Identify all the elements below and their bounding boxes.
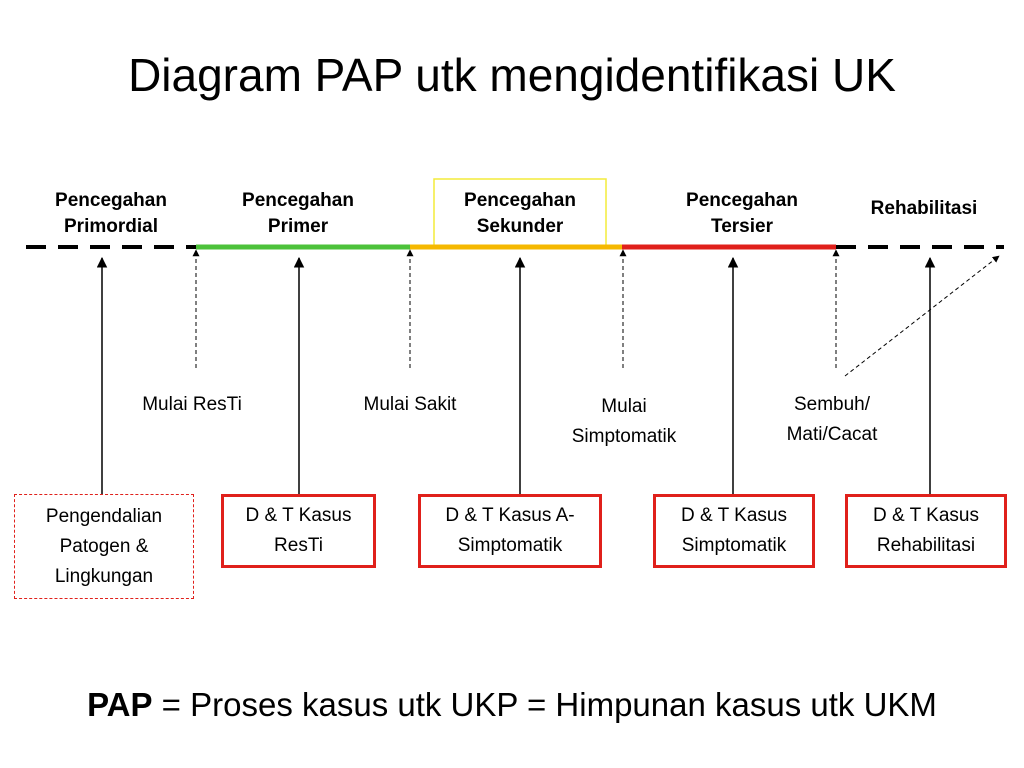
box-dt-simptomatik: [653, 494, 815, 568]
footer-equation: = Proses kasus utk UKP = Himpunan kasus utk UKM: [152, 686, 937, 723]
box-pengendalian: [14, 494, 194, 599]
phase-label-primordial: Pencegahan Primordial: [55, 190, 167, 237]
phase-label-sekunder: Pencegahan Sekunder: [464, 190, 576, 237]
diagonal-arrow-rehabilitasi: [845, 256, 999, 376]
milestone-label-sembuh: Sembuh/ Mati/Cacat: [786, 394, 878, 445]
box-dt-rehabilitasi: [845, 494, 1007, 568]
slide-title: Diagram PAP utk mengidentifikasi UK: [128, 49, 896, 101]
box-dt-resti-label: D & T Kasus ResTi: [245, 505, 352, 556]
footer-caption: [0, 686, 1024, 724]
box-dt-rehabilitasi-label: D & T Kasus Rehabilitasi: [873, 505, 979, 556]
box-pengendalian-label: Pengendalian Patogen & Lingkungan: [45, 505, 163, 587]
phase-label-rehabilitasi: Rehabilitasi: [870, 198, 978, 219]
box-dt-simptomatik-label: D & T Kasus Simptomatik: [681, 505, 787, 556]
box-dt-resti: [221, 494, 376, 568]
phase-label-tersier: Pencegahan Tersier: [686, 190, 798, 237]
footer-bold-term: PAP: [87, 686, 153, 723]
phase-label-primer: Pencegahan Primer: [242, 190, 354, 237]
box-dt-asimptomatik: [418, 494, 602, 568]
milestone-label-sakit: Mulai Sakit: [363, 394, 457, 415]
box-dt-asimptomatik-label: D & T Kasus A-Simptomatik: [445, 505, 575, 556]
milestone-label-simptomatik: Mulai Simptomatik: [571, 396, 677, 447]
milestone-label-resti: Mulai ResTi: [142, 394, 242, 415]
